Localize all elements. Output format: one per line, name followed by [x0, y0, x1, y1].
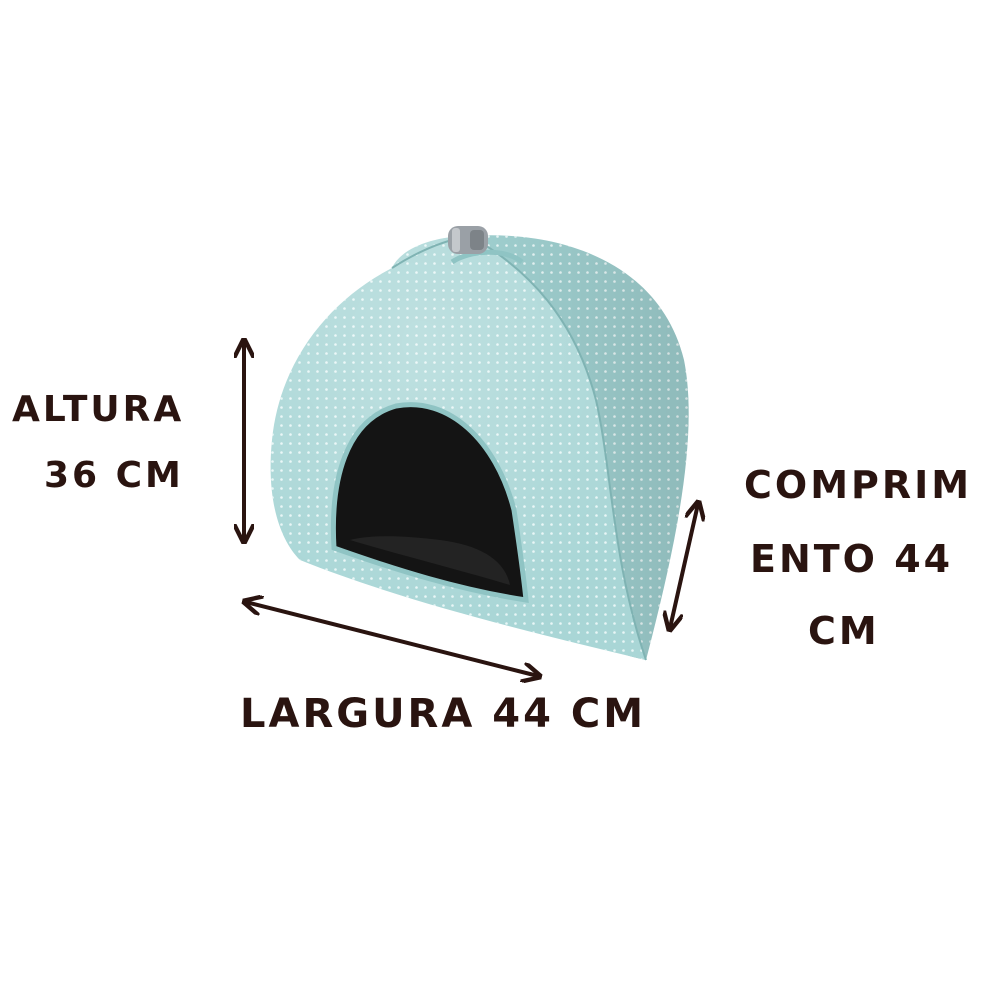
bed-tag-icon	[448, 226, 488, 254]
height-value: 36 CM	[44, 455, 184, 496]
length-label-line1: COMPRIM	[744, 463, 973, 507]
length-label-line2: ENTO 44	[750, 537, 954, 581]
height-label: ALTURA	[12, 389, 185, 430]
length-label-line3: CM	[808, 609, 880, 653]
width-label: LARGURA 44 CM	[240, 691, 646, 737]
